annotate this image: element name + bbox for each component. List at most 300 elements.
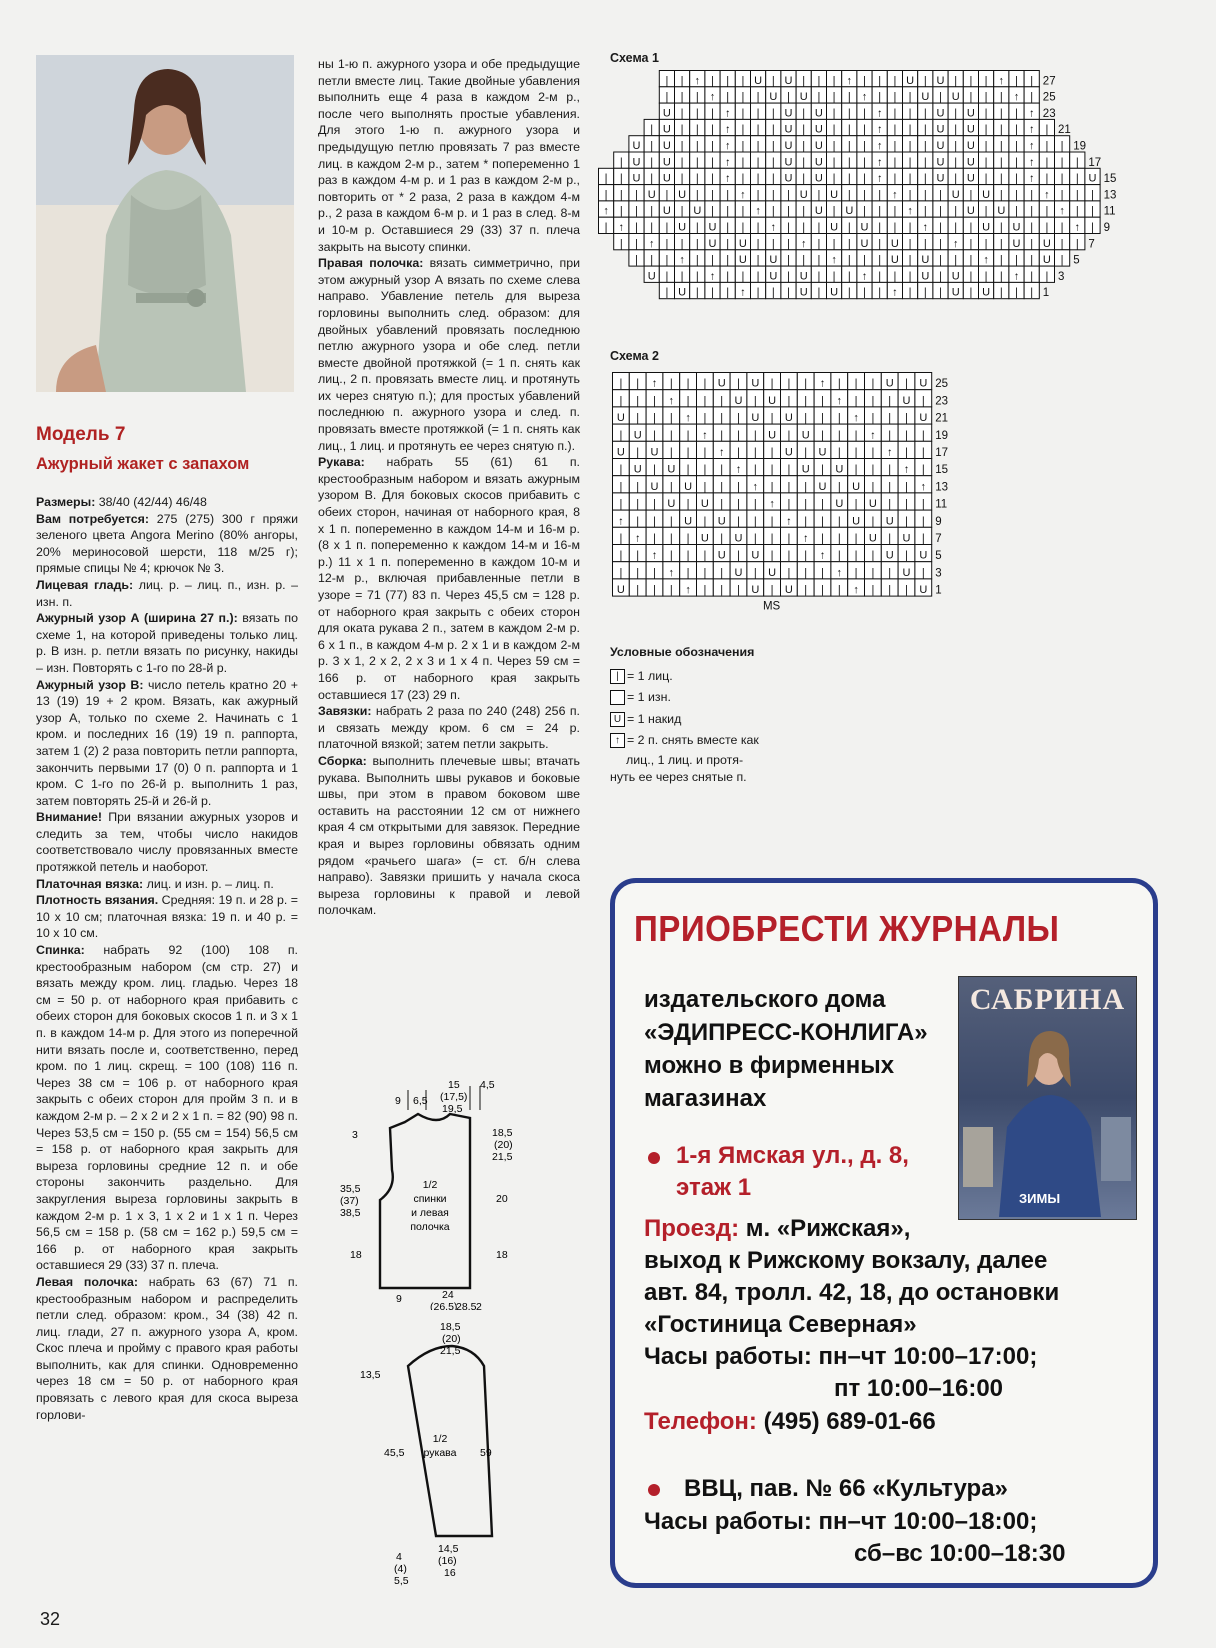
chart-symbol: | — [1045, 221, 1049, 234]
chart-symbol: U — [751, 377, 760, 390]
instructions-column-1 — [36, 494, 298, 1423]
chart-row-number: 25 — [1042, 91, 1056, 104]
chart-symbol: | — [787, 286, 790, 299]
chart-symbol: | — [771, 140, 775, 152]
chart-symbol: | — [854, 377, 858, 390]
chart-symbol: | — [802, 254, 806, 267]
chart-symbol: | — [720, 412, 724, 425]
chart-symbol: U — [650, 446, 659, 459]
chart-symbol: U — [951, 188, 960, 201]
ad-address-2: ВВЦ, пав. № 66 «Культура» — [684, 1475, 1008, 1502]
chart-symbol: | — [771, 188, 775, 201]
chart-symbol: | — [1015, 172, 1018, 185]
schema-2-label: Схема 2 — [610, 349, 659, 363]
chart-symbol: | — [695, 237, 699, 250]
chart-symbol: | — [770, 549, 774, 562]
chart-symbol: ↑ — [886, 446, 893, 459]
chart-symbol: | — [847, 172, 851, 185]
chart-symbol: | — [999, 172, 1003, 185]
chart-symbol: | — [635, 205, 638, 218]
chart-symbol: U — [708, 237, 717, 250]
col1-paragraph: Спинка: набрать 92 (100) 108 п. крестообразным набором (см стр. 27) и вязать между кром. лиц. гладью. Через 18 см = 50 р. от наборного края прибавить с обеих сторон для боковых скосов 1 п. и 3 х 1 п. в каждом 14-м р. Для этого из поперечной нити вязать после и, соответственно, перед кром. по 1 лиц. скрещ. = 100 (108) 116 п. Через 38 см = 106 р. от наборного края закрыть с обеих сторон для пройм 3 п. и в каждом 2-м р. – 2 х 2 и 2 х 1 п. = 82 (90) 98 п. Через 53,5 см = 150 р. (55 см = 154) 56,5 см = 158 р. от наборного края закрыть для выреза горловины средние 12 п. и обе стороны закончить раздельно. Для закругления выреза горловины закрыть в каждом 2-м р. 1 х 3, 1 х 2 и 1 х 1 п. Через 56,5 см = 158 р. (58 см = 162 р.) 59,5 см = 166 р. от наборного края закрыть оставшиеся 29 (33) 37 п. плеча. — [36, 943, 298, 1273]
chart-symbol: | — [999, 270, 1003, 283]
chart-symbol: | — [847, 156, 851, 169]
chart-symbol: | — [802, 172, 806, 185]
chart-symbol: U — [830, 286, 839, 299]
chart-symbol: U — [1012, 221, 1021, 234]
chart-symbol: U — [1042, 254, 1051, 267]
chart-symbol: | — [847, 123, 851, 136]
chart-symbol: | — [756, 107, 760, 120]
chart-symbol: | — [921, 429, 925, 442]
chart-symbol: | — [871, 446, 875, 459]
ad-l2: «ЭДИПРЕСС-КОНЛИГА» — [644, 1019, 928, 1046]
chart-symbol: | — [969, 91, 973, 104]
chart-symbol: | — [888, 480, 892, 493]
chart-symbol: | — [680, 107, 684, 120]
chart-symbol: | — [837, 480, 841, 493]
chart-symbol: | — [636, 377, 640, 390]
chart-symbol: ↑ — [876, 156, 883, 169]
chart-symbol: | — [905, 584, 908, 597]
chart-symbol: | — [619, 156, 623, 169]
sleeve-dim-top-2: 21,5 — [440, 1345, 461, 1357]
chart-symbol: | — [871, 463, 875, 476]
chart-symbol: ↑ — [651, 377, 658, 390]
chart-symbol: | — [905, 446, 908, 459]
chart-symbol: | — [756, 254, 760, 267]
chart-symbol: | — [720, 566, 724, 579]
chart-symbol: | — [1015, 123, 1018, 136]
chart-symbol: | — [726, 237, 730, 250]
chart-symbol: | — [1030, 188, 1034, 201]
chart-symbol: | — [923, 172, 927, 185]
body-dim-bottom-1: 24 — [442, 1289, 454, 1301]
chart-symbol: | — [905, 480, 908, 493]
body-label-3: полочка — [410, 1221, 450, 1233]
chart-symbol: ↑ — [983, 254, 989, 267]
chart-symbol: ↑ — [679, 254, 685, 267]
chart-symbol: | — [871, 549, 875, 562]
chart-symbol: | — [1075, 205, 1079, 218]
body-dim-right-a2: 21,5 — [492, 1151, 513, 1163]
chart-symbol: | — [695, 188, 699, 201]
chart-symbol: | — [832, 74, 836, 87]
chart-symbol: | — [863, 74, 866, 87]
chart-symbol: | — [802, 74, 806, 87]
chart-symbol: | — [832, 107, 836, 120]
chart-symbol: | — [753, 515, 757, 528]
chart-symbol: U — [708, 221, 717, 234]
chart-row-number: 17 — [935, 447, 948, 459]
chart-symbol: | — [832, 172, 836, 185]
chart-symbol: | — [804, 394, 808, 407]
chart-symbol: | — [888, 394, 892, 407]
body-dim-left-b0: 35,5 — [340, 1183, 361, 1195]
schema-1-grid — [598, 70, 1138, 318]
chart-symbol: | — [737, 377, 740, 390]
col1-paragraph: Лицевая гладь: лиц. р. – лиц. п., изн. р. – изн. п. — [36, 577, 298, 609]
chart-symbol: | — [695, 270, 699, 283]
chart-symbol: | — [680, 270, 684, 283]
col1-paragraph: Плотность вязания. Средняя: 19 п. и 28 р. = 10 х 10 см; платочная вязка: 19 п. и 40 р. = 10 х 10 см. — [36, 893, 298, 941]
chart-symbol: U — [784, 446, 793, 459]
chart-symbol: U — [902, 532, 911, 545]
chart-symbol: ↑ — [1028, 140, 1035, 152]
chart-symbol: | — [695, 123, 699, 136]
chart-symbol: U — [982, 188, 991, 201]
chart-symbol: | — [893, 74, 897, 87]
chart-symbol: | — [686, 394, 690, 407]
chart-symbol: | — [1030, 270, 1034, 283]
chart-symbol: U — [830, 188, 839, 201]
chart-symbol: | — [837, 429, 841, 442]
chart-symbol: ↑ — [709, 91, 716, 104]
chart-symbol: U — [662, 123, 671, 136]
chart-row-number: 3 — [935, 567, 942, 580]
chart-symbol: | — [817, 254, 821, 267]
chart-symbol: | — [969, 254, 973, 267]
yarnover-symbol-icon: U — [610, 712, 625, 727]
ad-l3: можно в фирменных — [644, 1052, 895, 1079]
chart-symbol: | — [863, 188, 866, 201]
chart-symbol: | — [1030, 91, 1034, 104]
chart-symbol: U — [768, 394, 777, 407]
chart-symbol: | — [854, 549, 858, 562]
chart-symbol: | — [1045, 123, 1049, 136]
chart-symbol: | — [686, 532, 690, 545]
chart-symbol: | — [770, 584, 774, 597]
chart-symbol: | — [653, 498, 656, 511]
chart-symbol: | — [832, 123, 836, 136]
chart-symbol: | — [753, 394, 757, 407]
col2-paragraph: Рукава: набрать 55 (61) 61 п. крестообразным набором и вязать ажурным узором В. Для боковых скосов прибавить с обеих сторон, начиная от наборного края, 8 х 1 п. попеременно в каждом 14-м и 16-м р. (8 х 1 п. попеременно к каждом 14-м и 16-м р.) 11 х 1 п. попеременно в каждом 10-м и 12-м р., включая прибавленные петли в узоре = 71 (77) 83 п. Через 45,5 см = 128 р. от наборного края закрыть с обеих сторон для оката рукава 2 п., затем в каждом 2-м р. 6 х 1 п., в каждом 4-м р. 2 х 1 и в каждом 2-м р. 3 х 1, 2 х 2, 2 х 3 и 1 х 4 п. Через 59 см = 166 р. от наборного края закрыть оставшиеся 17 (23) 29 п. — [318, 455, 580, 702]
chart-symbol: | — [720, 429, 724, 442]
chart-symbol: | — [720, 463, 724, 476]
chart-symbol: | — [1015, 205, 1018, 218]
chart-symbol: | — [619, 377, 623, 390]
chart-symbol: | — [741, 91, 745, 104]
body-dim-right-a0: 18,5 — [492, 1127, 513, 1139]
chart-symbol: | — [1060, 188, 1064, 201]
chart-symbol: | — [871, 394, 875, 407]
model-photo-illustration — [36, 55, 294, 392]
chart-symbol: | — [756, 172, 760, 185]
chart-symbol: U — [738, 254, 747, 267]
chart-symbol: | — [908, 123, 912, 136]
sleeve-dim-left-a: 13,5 — [360, 1369, 381, 1381]
chart-symbol: | — [686, 549, 690, 562]
chart-symbol: | — [923, 123, 927, 136]
chart-symbol: | — [720, 480, 724, 493]
chart-symbol: ↑ — [861, 270, 868, 283]
legend-item-decrease-cont2: нуть ее через снятые п. — [610, 769, 747, 784]
chart-symbol: U — [734, 566, 743, 579]
chart-symbol: | — [653, 584, 656, 597]
ad-hours-2: Часы работы: пн–чт 10:00–18:00; — [644, 1508, 1038, 1535]
chart-symbol: | — [787, 221, 790, 234]
chart-symbol: | — [923, 205, 927, 218]
chart-symbol: ↑ — [769, 498, 775, 511]
chart-row-number: 27 — [1042, 75, 1056, 88]
chart-symbol: | — [969, 286, 973, 299]
chart-symbol: U — [662, 172, 671, 185]
chart-symbol: | — [854, 429, 858, 442]
chart-symbol: | — [650, 254, 654, 267]
chart-symbol: U — [678, 221, 687, 234]
chart-symbol: | — [787, 498, 791, 511]
chart-repeat-label: MS — [762, 600, 781, 613]
chart-symbol: U — [982, 286, 991, 299]
chart-symbol: U — [951, 286, 960, 299]
chart-symbol: U — [814, 172, 823, 185]
body-dim-right-a1: (20) — [494, 1139, 513, 1151]
chart-symbol: U — [885, 549, 894, 562]
chart-symbol: | — [703, 377, 707, 390]
chart-symbol: | — [821, 532, 824, 545]
chart-symbol: | — [871, 412, 875, 425]
chart-symbol: ↑ — [685, 584, 691, 597]
chart-symbol: U — [784, 584, 793, 597]
chart-symbol: | — [999, 286, 1003, 299]
chart-symbol: ↑ — [1028, 156, 1035, 169]
chart-symbol: | — [804, 480, 808, 493]
chart-symbol: | — [770, 515, 774, 528]
chart-symbol: | — [939, 188, 942, 201]
chart-symbol: | — [695, 172, 699, 185]
ad-route-4: «Гостиница Северная» — [644, 1311, 917, 1338]
chart-symbol: | — [854, 498, 858, 511]
chart-symbol: | — [969, 270, 973, 283]
chart-symbol: | — [878, 237, 882, 250]
chart-symbol: | — [741, 74, 745, 87]
chart-symbol: | — [969, 221, 973, 234]
schema-2-grid — [612, 372, 972, 620]
legend-item-yarnover: U = 1 накид — [610, 709, 759, 731]
chart-symbol: | — [984, 270, 988, 283]
chart-symbol: | — [939, 237, 942, 250]
body-dim-top-1: 6,5 — [413, 1095, 428, 1107]
chart-symbol: | — [939, 254, 942, 267]
chart-symbol: U — [751, 584, 760, 597]
chart-symbol: ↑ — [892, 286, 898, 299]
chart-symbol: U — [814, 107, 823, 120]
chart-symbol: U — [616, 584, 625, 597]
chart-symbol: | — [753, 498, 757, 511]
chart-symbol: | — [741, 140, 745, 152]
chart-symbol: U — [647, 188, 656, 201]
chart-symbol: U — [700, 532, 709, 545]
chart-row-number: 7 — [935, 533, 942, 545]
chart-symbol: | — [954, 205, 958, 218]
body-dim-bottom-0: 9 — [396, 1293, 402, 1305]
chart-symbol: | — [711, 286, 714, 299]
chart-symbol: | — [771, 123, 775, 136]
chart-symbol: U — [966, 140, 975, 152]
chart-row-number: 1 — [935, 584, 942, 597]
chart-symbol: | — [999, 107, 1003, 120]
chart-symbol: | — [635, 254, 638, 267]
chart-symbol: ↑ — [724, 123, 731, 136]
chart-symbol: | — [756, 91, 760, 104]
chart-symbol: | — [954, 254, 958, 267]
chart-symbol: U — [662, 156, 671, 169]
chart-symbol: | — [787, 429, 791, 442]
chart-symbol: | — [1030, 286, 1034, 299]
body-dim-left-b1: (37) — [340, 1195, 359, 1207]
chart-symbol: | — [737, 498, 740, 511]
chart-symbol: | — [771, 286, 775, 299]
chart-symbol: | — [1030, 254, 1034, 267]
chart-symbol: U — [902, 566, 911, 579]
chart-symbol: | — [854, 566, 858, 579]
ad-bullet-2-icon — [648, 1484, 660, 1496]
legend-item-purl: = 1 изн. — [610, 687, 759, 709]
chart-symbol: | — [771, 172, 775, 185]
chart-symbol: | — [804, 446, 808, 459]
chart-symbol: | — [636, 584, 640, 597]
chart-symbol: | — [650, 205, 654, 218]
chart-symbol: | — [984, 123, 988, 136]
chart-symbol: | — [1030, 221, 1034, 234]
chart-symbol: | — [787, 549, 791, 562]
chart-symbol: | — [1075, 188, 1079, 201]
chart-symbol: | — [703, 446, 707, 459]
chart-symbol: U — [799, 270, 808, 283]
chart-symbol: | — [669, 412, 673, 425]
chart-symbol: | — [871, 566, 875, 579]
chart-symbol: | — [923, 237, 927, 250]
chart-symbol: U — [754, 74, 763, 87]
col2-paragraph: Завязки: набрать 2 раза по 240 (248) 256 п. и связать между кром. 6 см = 24 р. платочной вязкой; затем петли закрыть. — [318, 704, 580, 752]
chart-symbol: U — [885, 377, 894, 390]
chart-symbol: | — [984, 91, 988, 104]
sleeve-dim-right: 59 — [480, 1447, 492, 1459]
chart-symbol: | — [756, 286, 760, 299]
chart-symbol: | — [703, 584, 707, 597]
body-label-2: и левая — [411, 1207, 449, 1219]
chart-symbol: U — [662, 107, 671, 120]
chart-symbol: U — [868, 532, 877, 545]
chart-symbol: U — [966, 107, 975, 120]
sleeve-dim-top-1: (20) — [442, 1333, 461, 1345]
chart-symbol: | — [832, 205, 836, 218]
chart-symbol: U — [982, 221, 991, 234]
chart-symbol: | — [653, 566, 656, 579]
chart-symbol: | — [619, 566, 623, 579]
chart-symbol: | — [1091, 188, 1094, 201]
chart-symbol: ↑ — [892, 188, 898, 201]
chart-symbol: | — [871, 377, 875, 390]
legend-item-decrease-cont: лиц., 1 лиц. и протя- — [626, 752, 744, 767]
chart-symbol: | — [636, 446, 640, 459]
body-dim-top-5: 4,5 — [480, 1079, 495, 1091]
chart-symbol: | — [999, 254, 1003, 267]
chart-symbol: | — [847, 237, 851, 250]
chart-symbol: | — [923, 156, 927, 169]
chart-symbol: | — [1030, 205, 1034, 218]
chart-symbol: | — [921, 566, 925, 579]
chart-symbol: | — [954, 107, 958, 120]
sleeve-dim-left-b: 45,5 — [384, 1447, 405, 1459]
chart-symbol: | — [604, 188, 608, 201]
chart-symbol: U — [751, 412, 760, 425]
chart-symbol: | — [636, 498, 640, 511]
sleeve-label-0: 1/2 — [432, 1433, 448, 1445]
chart-symbol: | — [804, 549, 808, 562]
chart-symbol: | — [653, 463, 656, 476]
chart-symbol: | — [908, 286, 912, 299]
chart-symbol: | — [703, 480, 707, 493]
chart-symbol: | — [923, 188, 927, 201]
chart-symbol: | — [787, 188, 790, 201]
body-label-1: спинки — [413, 1193, 447, 1205]
chart-symbol: | — [726, 270, 730, 283]
chart-row-number: 21 — [935, 412, 948, 425]
chart-symbol: | — [905, 377, 908, 390]
chart-symbol: ↑ — [1028, 172, 1035, 185]
instructions-column-2 — [318, 56, 580, 919]
chart-symbol: | — [804, 498, 808, 511]
chart-symbol: | — [954, 221, 958, 234]
chart-symbol: | — [669, 480, 673, 493]
chart-symbol: | — [804, 412, 808, 425]
chart-symbol: | — [863, 254, 866, 267]
chart-symbol: | — [669, 515, 673, 528]
chart-symbol: | — [737, 446, 740, 459]
chart-symbol: | — [921, 532, 925, 545]
chart-symbol: ↑ — [694, 74, 701, 87]
chart-symbol: | — [1015, 254, 1018, 267]
chart-symbol: | — [905, 549, 908, 562]
chart-symbol: | — [741, 172, 745, 185]
chart-symbol: U — [835, 463, 844, 476]
chart-symbol: ↑ — [846, 74, 853, 87]
chart-symbol: U — [784, 412, 793, 425]
chart-symbol: U — [890, 237, 899, 250]
body-dim-bottom-4: 2 — [476, 1301, 482, 1310]
chart-symbol: U — [738, 237, 747, 250]
chart-symbol: | — [878, 74, 882, 87]
chart-symbol: | — [1091, 221, 1094, 234]
chart-symbol: ↑ — [651, 549, 658, 562]
chart-symbol: | — [650, 156, 654, 169]
chart-symbol: | — [1015, 188, 1018, 201]
chart-symbol: | — [863, 156, 866, 169]
chart-symbol: U — [919, 549, 928, 562]
chart-symbol: U — [769, 254, 778, 267]
chart-symbol: U — [966, 156, 975, 169]
chart-symbol: | — [923, 74, 927, 87]
chart-symbol: U — [647, 270, 656, 283]
chart-symbol: | — [770, 446, 774, 459]
chart-symbol: | — [908, 107, 912, 120]
sleeve-dim-bottom-0: 14,5 — [438, 1543, 459, 1555]
schema-2-chart — [612, 372, 972, 625]
chart-symbol: U — [769, 270, 778, 283]
chart-symbol: ↑ — [800, 237, 807, 250]
chart-symbol: ↑ — [668, 566, 675, 579]
chart-symbol: | — [695, 156, 699, 169]
chart-symbol: | — [650, 172, 654, 185]
chart-symbol: | — [737, 549, 740, 562]
chart-symbol: | — [871, 515, 875, 528]
ad-l4: магазинах — [644, 1085, 767, 1112]
chart-symbol: | — [635, 237, 638, 250]
chart-symbol: | — [939, 205, 942, 218]
col1-paragraph: Вам потребуется: 275 (275) 300 г пряжи зеленого цвета Angora Merino (80% ангоры, 20% мериносовой шерсти, 118 м/25 г); прямые спицы № 4; крючок № 3. — [36, 511, 298, 576]
chart-symbol: | — [847, 107, 851, 120]
